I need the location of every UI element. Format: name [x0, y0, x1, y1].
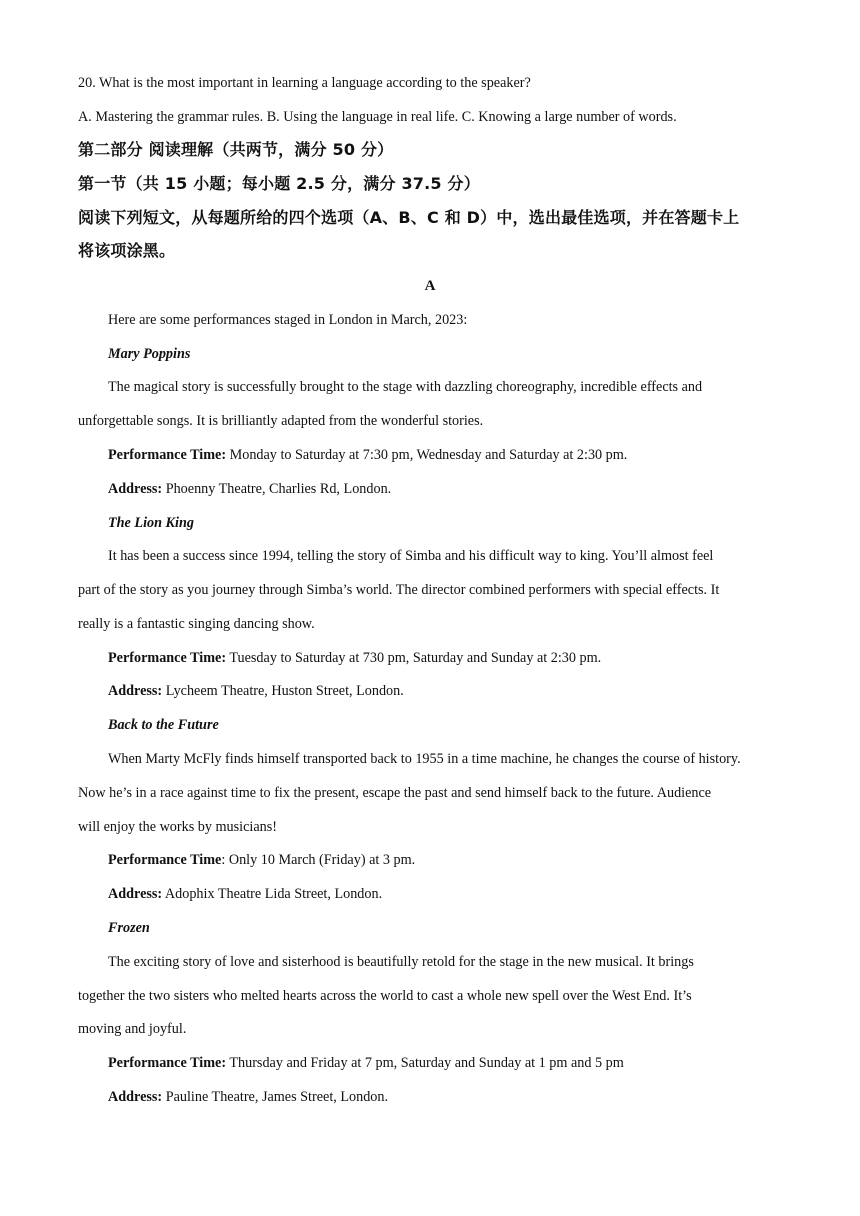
show-description-line: together the two sisters who melted hearts across the world to cast a whole new spell over the West End. It’s — [78, 988, 692, 1004]
performance-time-value: : Only 10 March (Friday) at 3 pm. — [221, 852, 416, 868]
instruction-line-1: 阅读下列短文，从每题所给的四个选项（A、B、C 和 D）中，选出最佳选项，并在答题卡上 — [78, 208, 740, 227]
show-description-line: moving and joyful. — [78, 1021, 187, 1037]
section-1-heading: 第一节（共 15 小题；每小题 2.5 分，满分 37.5 分） — [78, 174, 480, 193]
show-description-line: will enjoy the works by musicians! — [78, 819, 277, 835]
passage-intro: Here are some performances staged in London in March, 2023: — [108, 312, 468, 328]
address-value: Pauline Theatre, James Street, London. — [162, 1089, 389, 1105]
address-label: Address: — [108, 481, 163, 497]
show-performance-time — [108, 648, 820, 668]
show-address — [108, 479, 820, 499]
performance-time-value: Monday to Saturday at 7:30 pm, Wednesday and Saturday at 2:30 pm. — [226, 447, 628, 463]
part-2-heading: 第二部分 阅读理解（共两节，满分 50 分） — [78, 140, 394, 159]
address-value: Phoenny Theatre, Charlies Rd, London. — [162, 481, 392, 497]
show-title: Mary Poppins — [108, 346, 191, 362]
address-label: Address: — [108, 1089, 163, 1105]
show-performance-time — [108, 1053, 820, 1073]
show-title: The Lion King — [108, 515, 194, 531]
question-20-options: A. Mastering the grammar rules. B. Using the language in real life. C. Knowing a large number of words. — [78, 109, 677, 125]
show-description-line: unforgettable songs. It is brilliantly adapted from the wonderful stories. — [78, 413, 484, 429]
show-title: Back to the Future — [108, 717, 219, 733]
passage-letter: A — [424, 278, 436, 294]
show-address — [108, 681, 820, 701]
address-label: Address: — [108, 683, 163, 699]
address-value: Adophix Theatre Lida Street, London. — [162, 886, 383, 902]
performance-time-label: Performance Time: — [108, 650, 227, 666]
performance-time-label: Performance Time: — [108, 1055, 227, 1071]
performance-time-label: Performance Time: — [108, 447, 227, 463]
show-description-line: The magical story is successfully brought to the stage with dazzling choreography, incredible effects and — [108, 379, 703, 395]
show-address — [108, 1087, 820, 1107]
instruction-line-2: 将该项涂黑。 — [78, 241, 176, 260]
show-address — [108, 884, 820, 904]
show-title: Frozen — [108, 920, 150, 936]
show-description-line: When Marty McFly finds himself transported back to 1955 in a time machine, he changes the course of history. — [108, 751, 741, 767]
performance-time-label: Performance Time — [108, 852, 222, 868]
show-description-line: really is a fantastic singing dancing show. — [78, 616, 315, 632]
address-label: Address: — [108, 886, 163, 902]
show-performance-time — [108, 850, 820, 870]
address-value: Lycheem Theatre, Huston Street, London. — [162, 683, 404, 699]
show-description-line: It has been a success since 1994, telling the story of Simba and his difficult way to king. You’ll almost feel — [108, 548, 714, 564]
show-performance-time — [108, 445, 820, 465]
performance-time-value: Thursday and Friday at 7 pm, Saturday and Sunday at 1 pm and 5 pm — [226, 1055, 624, 1071]
question-20-stem: 20. What is the most important in learning a language according to the speaker? — [78, 75, 531, 91]
show-description-line: Now he’s in a race against time to fix the present, escape the past and send himself back to the future. Audience — [78, 785, 712, 801]
performance-time-value: Tuesday to Saturday at 730 pm, Saturday and Sunday at 2:30 pm. — [226, 650, 602, 666]
show-description-line: part of the story as you journey through Simba’s world. The director combined performers with special effects. It — [78, 582, 720, 598]
show-description-line: The exciting story of love and sisterhood is beautifully retold for the stage in the new musical. It brings — [108, 954, 694, 970]
